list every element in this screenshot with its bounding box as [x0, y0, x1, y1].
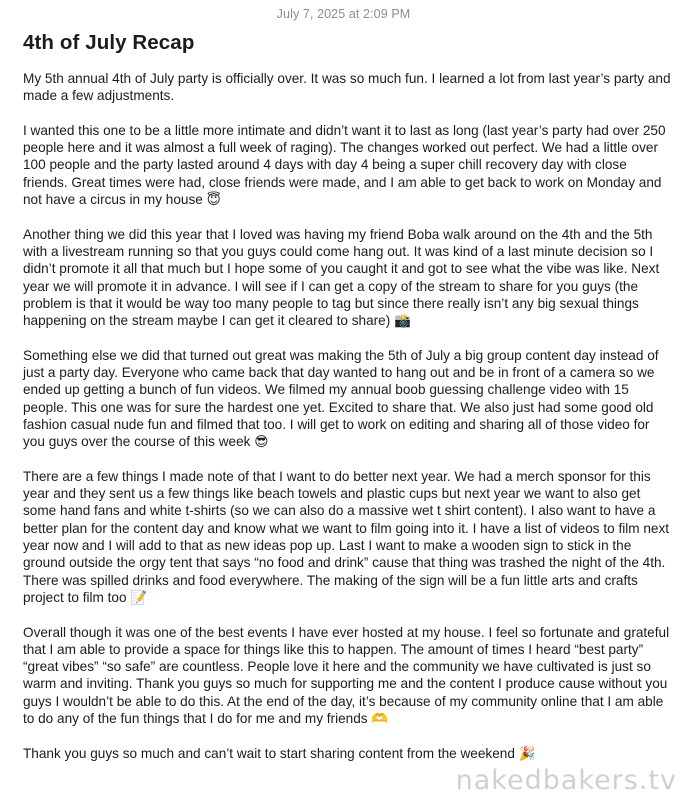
- paragraph-3: Another thing we did this year that I loved was having my friend Boba walk around on the 4th and the 5th with a livestream running so that you guys could come hang out. It was kind of a last minute decision so I didn’t promote it all that much but I hope some of you caught it and got to see what the vibe was like. Next year we will promote it in advance. I will see if I can get a copy of the stream to share for you guys (the problem is that it would be way too many people to tag but since there really isn’t any big sexual things happening on the stream maybe I can get it cleared to share) 📸: [23, 226, 660, 329]
- note-timestamp: July 7, 2025 at 2:09 PM: [276, 7, 411, 21]
- paragraph-7: Thank you guys so much and can’t wait to start sharing content from the weekend 🎉: [23, 745, 536, 761]
- paragraph-1: My 5th annual 4th of July party is officially over. It was so much fun. I learned a lot from last year’s party and made a few adjustments.: [23, 71, 671, 104]
- paragraph-4: Something else we did that turned out great was making the 5th of July a big group content day instead of just a party day. Everyone who came back that day wanted to hang out and be in front of a camera so we ended up getting a bunch of fun videos. We filmed my annual boob guessing challenge video with 15 people. This one was for sure the hardest one yet. Excited to share that. We also just had some good old fashion casual nude fun and filmed that too. I will get to work on editing and sharing all of those video for you guys over the course of this week 😎: [23, 347, 659, 450]
- watermark: nakedbakers.tv: [455, 765, 677, 796]
- paragraph-5: There are a few things I made note of that I want to do better next year. We had a merch sponsor for this year and they sent us a few things like beach towels and plastic cups but next year we want to also get some hand fans and white t-shirts (so we can also do a massive wet t shirt content). I also want to have a better plan for the content day and know what we want to film going into it. I have a list of videos to film next year now and I will add to that as new ideas pop up. Last I want to make a wooden sign to stick in the ground outside the orgy tent that says “no food and drink” cause that thing was trashed the night of the 4th. There was spilled drinks and food everywhere. The making of the sign will be a fun little arts and crafts project to film too 📝: [23, 468, 670, 605]
- note-title[interactable]: 4th of July Recap: [23, 31, 195, 54]
- paragraph-6: Overall though it was one of the best events I have ever hosted at my house. I feel so fortunate and grateful that I am able to provide a space for things like this to happen. The amount of times I heard “best party” “great vibes” “so safe” are countless. People love it here and the community we have cultivated is just so warm and inviting. Thank you guys so much for supporting me and the content I produce cause without you guys I wouldn’t be able to do this. At the end of the day, it’s because of my community online that I am able to do any of the fun things that I do for me and my friends 🫶: [23, 624, 670, 726]
- note-body[interactable]: [23, 70, 673, 779]
- paragraph-2: I wanted this one to be a little more intimate and didn’t want it to last as long (last year’s party had over 250 people here and it was almost a full week of raging). The changes worked out perfect. We had a little over 100 people and the party lasted around 4 days with day 4 being a super chill recovery day with close friends. Great times were had, close friends were made, and I am able to get back to work on Monday and not have a circus in my house 😇: [23, 122, 666, 208]
